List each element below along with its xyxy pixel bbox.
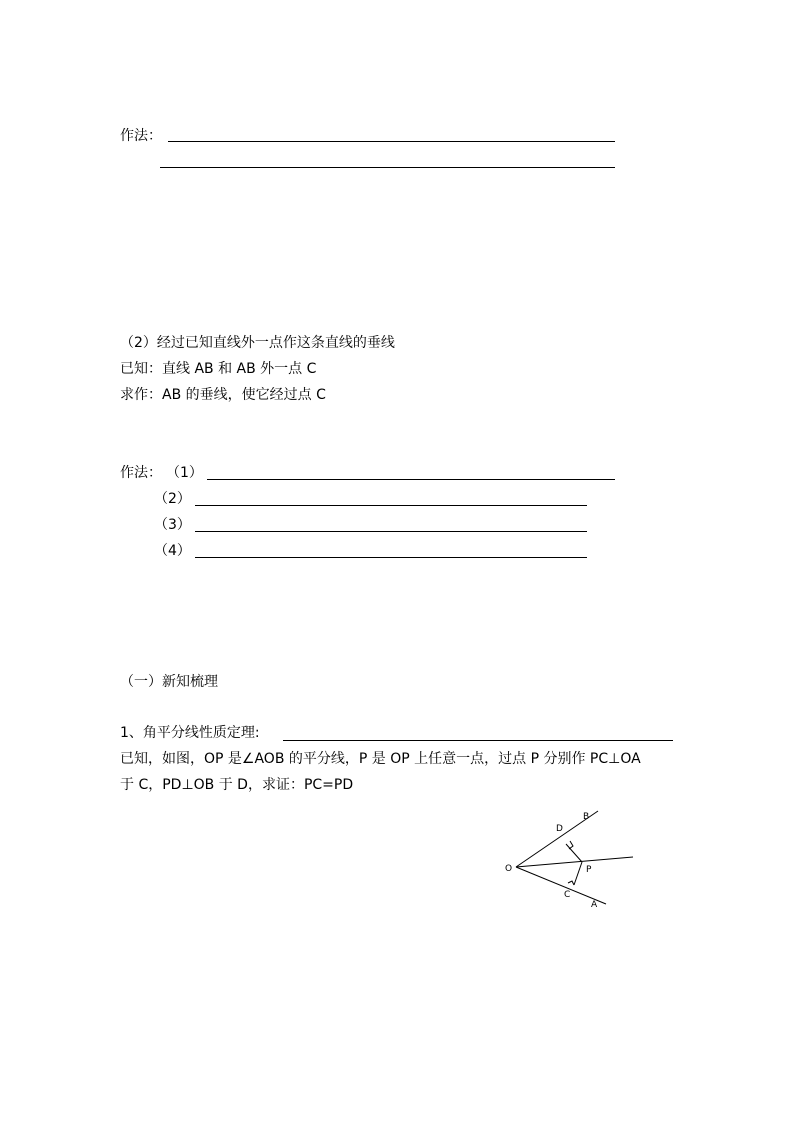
label-d: D xyxy=(556,824,563,834)
step-blank[interactable] xyxy=(195,505,587,506)
right-angle-mark-c xyxy=(568,881,574,885)
angle-bisector-figure xyxy=(500,805,640,910)
problem-text: 于 C，PD⊥OB 于 D，求证：PC=PD xyxy=(120,777,354,793)
segment-pd xyxy=(566,844,582,862)
label-b: B xyxy=(583,812,590,822)
step-number: （1） xyxy=(166,465,203,481)
step-blank[interactable] xyxy=(195,557,587,558)
label-a: A xyxy=(591,900,598,910)
segment-pc xyxy=(574,862,582,885)
problem-text: 已知，如图，OP 是∠AOB 的平分线，P 是 OP 上任意一点，过点 P 分别作 PC⊥OA xyxy=(120,751,641,767)
answer-blank[interactable] xyxy=(160,167,615,168)
label-o: O xyxy=(505,864,513,874)
theorem-label: 1、角平分线性质定理: xyxy=(120,725,260,741)
step-number: （2） xyxy=(154,491,191,507)
ray-op xyxy=(516,857,633,867)
method-label: 作法： xyxy=(120,465,162,481)
problem-heading: （2）经过已知直线外一点作这条直线的垂线 xyxy=(120,335,395,351)
label-p: P xyxy=(586,865,592,875)
step-blank[interactable] xyxy=(195,531,587,532)
label-c: C xyxy=(564,890,571,900)
section-heading: （一）新知梳理 xyxy=(120,674,218,690)
construction-task: 求作：AB 的垂线，使它经过点 C xyxy=(120,387,326,403)
method-label: 作法： xyxy=(120,128,162,144)
theorem-blank[interactable] xyxy=(283,740,673,741)
ray-oa xyxy=(516,867,606,904)
step-blank[interactable] xyxy=(207,479,615,480)
step-number: （3） xyxy=(154,517,191,533)
given-statement: 已知：直线 AB 和 AB 外一点 C xyxy=(120,361,317,377)
step-number: （4） xyxy=(154,543,191,559)
answer-blank[interactable] xyxy=(168,141,615,142)
